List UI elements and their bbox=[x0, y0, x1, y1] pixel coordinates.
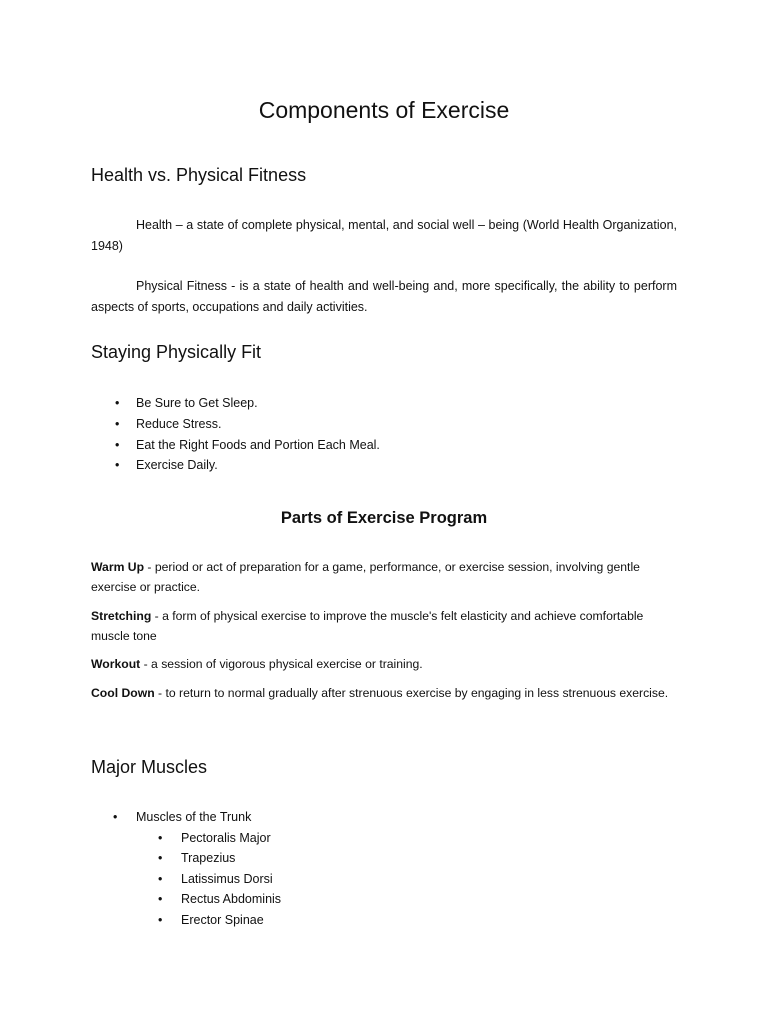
document-title: Components of Exercise bbox=[258, 97, 510, 123]
list-item: • Latissimus Dorsi bbox=[136, 869, 281, 890]
bullet-icon: • bbox=[158, 912, 163, 927]
bullet-icon: • bbox=[115, 416, 120, 431]
bullet-icon: • bbox=[115, 396, 120, 410]
list-item: • Reduce Stress. bbox=[91, 414, 380, 435]
warm-up-definition bbox=[91, 558, 681, 597]
trunk-muscles-list bbox=[136, 828, 281, 931]
definition-text: - a form of physical exercise to improve the muscle's felt elasticity and achieve comfortable muscle tone bbox=[91, 609, 644, 643]
staying-fit-list bbox=[91, 393, 380, 476]
bullet-icon: • bbox=[158, 892, 163, 907]
bullet-icon: • bbox=[158, 871, 163, 886]
definition-text: - period or act of preparation for a game, performance, or exercise session, involving gentle exercise or practice. bbox=[91, 560, 640, 594]
bullet-icon: • bbox=[115, 458, 120, 473]
list-item: • Exercise Daily. bbox=[91, 455, 380, 476]
definition-text: - a session of vigorous physical exercise or training. bbox=[140, 657, 423, 671]
stretching-definition bbox=[91, 607, 681, 646]
list-item: • Erector Spinae bbox=[136, 910, 281, 931]
list-item: • Rectus Abdominis bbox=[136, 889, 281, 910]
definition-term: Stretching bbox=[91, 609, 152, 623]
workout-definition bbox=[91, 655, 681, 675]
muscle-group-item bbox=[91, 807, 281, 931]
list-item: • Eat the Right Foods and Portion Each Meal. bbox=[91, 435, 380, 456]
health-definition-paragraph: Health – a state of complete physical, mental, and social well – being (World Health Organization, 1948) bbox=[91, 218, 677, 253]
health-vs-fitness-heading: Health vs. Physical Fitness bbox=[91, 165, 307, 185]
list-item: • Pectoralis Major bbox=[136, 828, 281, 849]
list-item: • Trapezius bbox=[136, 848, 281, 869]
bullet-icon: • bbox=[113, 810, 118, 824]
list-item: • Be Sure to Get Sleep. bbox=[91, 393, 380, 414]
definition-text: - to return to normal gradually after strenuous exercise by engaging in less strenuous exercise. bbox=[154, 686, 669, 700]
bullet-icon: • bbox=[158, 830, 163, 845]
muscles-list bbox=[91, 807, 281, 931]
exercise-program-heading: Parts of Exercise Program bbox=[280, 509, 488, 527]
cool-down-definition bbox=[91, 684, 681, 704]
muscle-group-label: Muscles of the Trunk bbox=[136, 810, 252, 824]
bullet-icon: • bbox=[115, 437, 120, 452]
definition-term: Cool Down bbox=[91, 686, 155, 700]
fitness-definition-paragraph: Physical Fitness - is a state of health and well-being and, more specifically, the ability to perform aspects of sports, occupations and daily activities. bbox=[91, 279, 677, 314]
staying-fit-heading: Staying Physically Fit bbox=[91, 342, 262, 362]
definition-term: Workout bbox=[91, 657, 141, 671]
bullet-icon: • bbox=[158, 851, 163, 866]
definition-term: Warm Up bbox=[91, 560, 145, 574]
major-muscles-heading: Major Muscles bbox=[91, 757, 208, 777]
